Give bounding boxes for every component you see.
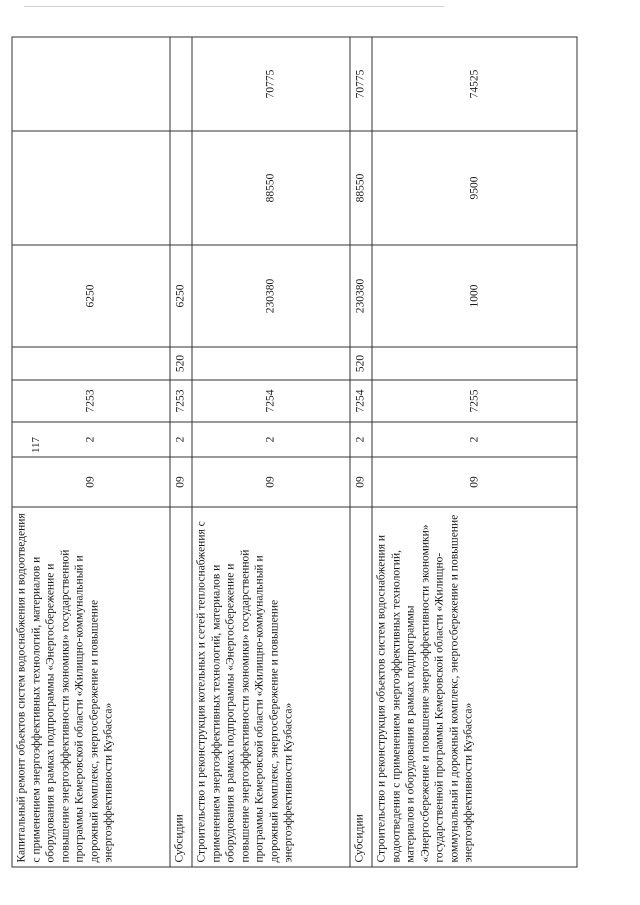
amount-year-1: 6250 [170,245,192,347]
subsection-code: 2 [192,422,350,457]
section-code: 09 [170,457,192,507]
target-code: 7254 [192,380,350,422]
section-code: 09 [12,457,170,507]
amount-year-3: 74525 [372,37,577,131]
table-row [12,37,170,867]
section-code: 09 [350,457,372,507]
subsection-code: 2 [12,422,170,457]
amount-year-2: 88550 [192,131,350,245]
amount-year-3: 70775 [350,37,372,131]
target-code: 7255 [372,380,577,422]
row-name: Строительство и реконструкция котельных и сетей теплоснабжения с применением энергоэффективных технологий, материалов и оборудования в рамках подпрограммы «Энергосбережение и повышение энергоэффективности экономики» государственной программы Кемеровской области «Жилищно-коммунальный и дорожный комплекс, энергосбережение и повышение энергоэффективности Кузбасса» [192,507,350,867]
row-name: Строительство и реконструкция объектов систем водоснабжения и водоотведения с применением энергоэффективных технологий, материалов и оборудования в рамках подпрограммы «Энергосбережение и повышение энергоэффективности экономики» государственной программы Кемеровской области «Жилищно-коммунальный и дорожный комплекс, энергосбережение и повышение энергоэффективности Кузбасса» [372,507,577,867]
subsection-code: 2 [372,422,577,457]
amount-year-2: 9500 [372,131,577,245]
amount-year-1: 230380 [192,245,350,347]
amount-year-2: 88550 [350,131,372,245]
section-code: 09 [192,457,350,507]
amount-year-1: 230380 [350,245,372,347]
scan-edge-line [24,6,444,7]
target-code: 7253 [12,380,170,422]
amount-year-3 [12,37,170,131]
budget-table [12,37,578,868]
target-code: 7254 [350,380,372,422]
table-row [372,37,577,867]
amount-year-1: 1000 [372,245,577,347]
expense-code [192,347,350,380]
amount-year-3: 70775 [192,37,350,131]
subsection-code: 2 [350,422,372,457]
table-row [170,37,192,867]
amount-year-1: 6250 [12,245,170,347]
row-name: Субсидии [350,507,372,867]
page-number: 117 [30,436,42,454]
section-code: 09 [372,457,577,507]
amount-year-2 [12,131,170,245]
target-code: 7253 [170,380,192,422]
table-row [192,37,350,867]
amount-year-2 [170,131,192,245]
subsection-code: 2 [170,422,192,457]
amount-year-3 [170,37,192,131]
table-row [350,37,372,867]
expense-code [372,347,577,380]
expense-code: 520 [170,347,192,380]
rotated-table-container [12,38,577,868]
row-name: Капитальный ремонт объектов систем водоснабжения и водоотведения с применением энергоэффективных технологий, материалов и оборудования в рамках подпрограммы «Энергосбережение и повышение энергоэффективности экономики» государственной программы Кемеровской области «Жилищно-коммунальный и дорожный комплекс, энергосбережение и повышение энергоэффективности Кузбасса» [12,507,170,867]
expense-code: 520 [350,347,372,380]
row-name: Субсидии [170,507,192,867]
expense-code [12,347,170,380]
